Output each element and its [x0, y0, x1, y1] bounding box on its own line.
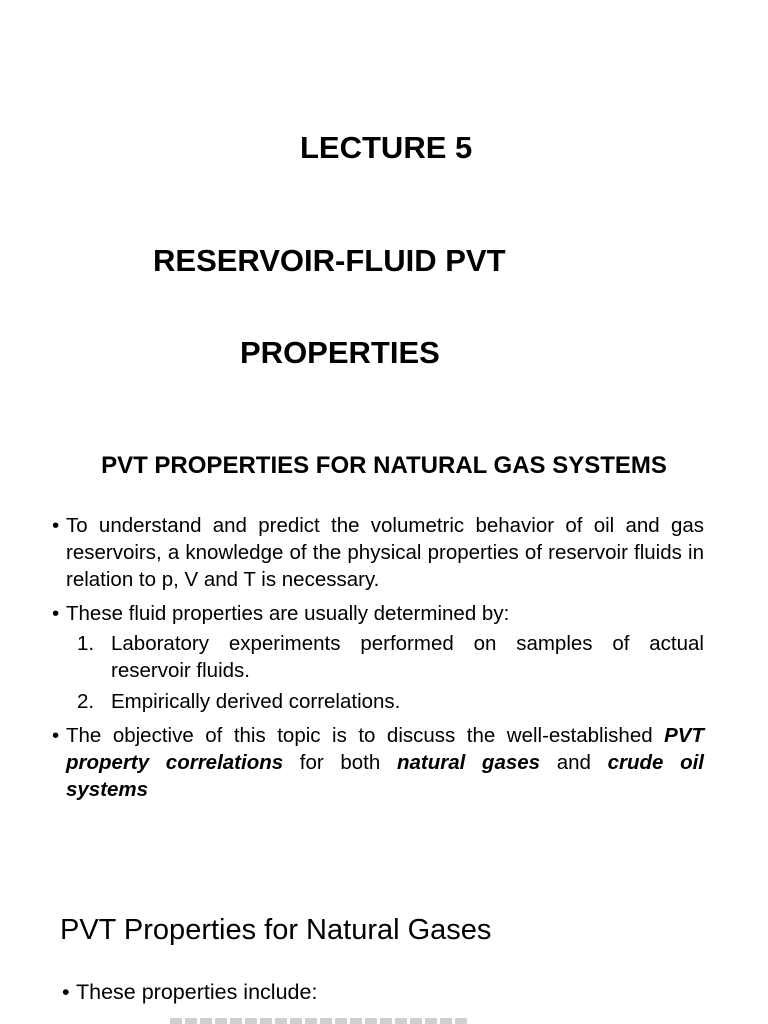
- emphasis-pvt-correlations: PVT property correlations: [66, 724, 704, 774]
- list-item: [50, 630, 704, 684]
- section-heading-natural-gas-systems: PVT PROPERTIES FOR NATURAL GAS SYSTEMS: [101, 452, 667, 479]
- bullet-volumetric-behavior: • To understand and predict the volumetric behavior of oil and gas reservoirs, a knowledge of the physical properties of reservoir fluids in relation to p, V and T is necessary.: [50, 512, 704, 593]
- list-item-text: Laboratory experiments performed on samples of actual reservoir fluids.: [111, 632, 704, 682]
- emphasis-natural-gases: natural gases: [396, 751, 541, 774]
- cut-off-text-line: [170, 1018, 470, 1024]
- bullet-objective: [50, 722, 704, 803]
- section1-body: [50, 512, 704, 803]
- objective-text-2: for both: [283, 751, 397, 774]
- list-item-number: 2.: [77, 690, 95, 713]
- bullet-properties-include: • These properties include:: [60, 978, 317, 1006]
- bullet-determined-by: • These fluid properties are usually determined by:: [50, 600, 704, 627]
- objective-text-3: and: [540, 751, 608, 774]
- title-line-1: RESERVOIR-FLUID PVT: [153, 243, 506, 278]
- list-item-text: Empirically derived correlations.: [111, 690, 401, 713]
- section-heading-natural-gases: PVT Properties for Natural Gases: [60, 914, 492, 946]
- title-line-2: PROPERTIES: [240, 335, 440, 370]
- emphasis-crude-oil-systems: crude oil systems: [66, 751, 704, 801]
- list-item-number: 1.: [77, 632, 95, 655]
- determination-methods-list: [50, 630, 704, 715]
- objective-text-1: The objective of this topic is to discuss the well-established: [66, 724, 665, 747]
- lecture-number: LECTURE 5: [300, 130, 473, 165]
- list-item: [50, 688, 704, 715]
